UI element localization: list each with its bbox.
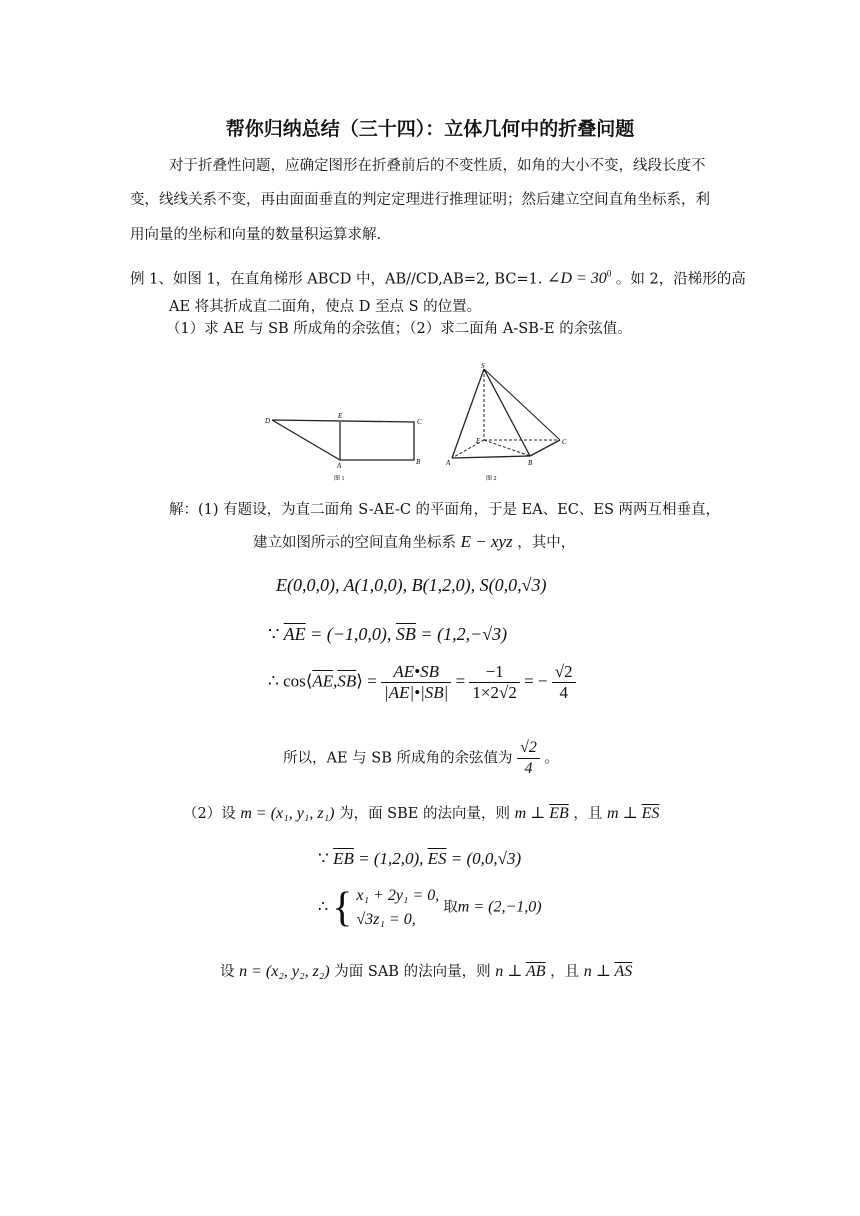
part2-text-a: （2）设 (183, 806, 236, 822)
solution-line-1: 解：(1) 有题设，为直二面角 S-AE-C 的平面角，于是 EA、EC、ES 两两互相垂直， (169, 502, 721, 518)
fig2-caption: 图 2 (486, 476, 497, 482)
vector-es: $\overline{ES}$ (641, 805, 660, 822)
vector-eb-value: = (1,2,0), (353, 849, 424, 868)
conclusion-numerator: √2 (517, 738, 540, 759)
fig2-label-c: C (562, 438, 567, 446)
conclusion-end: 。 (544, 750, 559, 767)
normal-vector-n: n = (x₂, y₂, z₂) (239, 963, 330, 980)
vector-sb-value: = (1,2,−√3) (415, 624, 508, 644)
example-line-3: （1）求 AE 与 SB 所成角的余弦值；（2）求二面角 A-SB-E 的余弦值。 (166, 321, 632, 337)
fraction-2-numerator: −1 (469, 662, 519, 683)
fraction-numeric (469, 662, 519, 703)
example-line-1 (130, 264, 746, 289)
vector-ae-value: = (−1,0,0), (305, 624, 392, 644)
solution-line-2-text-b: ，其中， (517, 535, 576, 551)
fig2-label-a: A (446, 459, 451, 467)
intro-line-2: 变，线线关系不变，再由面面垂直的判定定理进行推理证明；然后建立空间直角坐标系，利 (130, 192, 710, 208)
solution-line-2 (253, 532, 575, 553)
fig1-label-e: E (338, 412, 343, 420)
perp-m-2: m ⊥ (606, 805, 642, 822)
vector-sb: $\overline{SB}$ (395, 624, 416, 644)
fraction-2-denominator: 1×2√2 (472, 683, 517, 702)
normal-vector-m: m = (x₁, y₁, z₁) (240, 805, 335, 822)
cos-vector-ae: $\overline{AE}$ (312, 671, 334, 691)
conclusion-fraction (517, 738, 540, 779)
figure-1-trapezoid (262, 410, 432, 486)
part3-text-a: 设 (220, 964, 235, 980)
fig1-label-d: D (265, 417, 271, 425)
system-eq-2: √3z₁ = 0, (356, 911, 416, 928)
cos-prefix: ∴ cos⟨ (268, 671, 313, 691)
vector-equations-2 (318, 849, 521, 869)
fig1-caption: 图 1 (334, 476, 345, 482)
cos-comma: , (333, 671, 338, 691)
vector-as: $\overline{AS}$ (614, 963, 633, 980)
vector-ae: $\overline{AE}$ (283, 624, 306, 644)
fig1-label-c: C (417, 418, 422, 426)
fraction-dot-product (381, 662, 451, 703)
fraction-1-numerator: AE•SB (381, 662, 451, 683)
point-coordinates: E(0,0,0), A(1,0,0), B(1,2,0), S(0,0,√3) (276, 575, 547, 595)
fig2-label-s: S (481, 362, 485, 370)
fig1-label-b: B (416, 458, 421, 466)
perp-n-as (584, 963, 633, 980)
fraction-result (552, 662, 576, 703)
part3-line (220, 962, 632, 982)
perp-n-2: n ⊥ (583, 963, 615, 980)
fraction-3-denominator: 4 (559, 683, 568, 702)
perp-n-1: n ⊥ (495, 963, 526, 980)
angle-superscript: 0 (606, 269, 612, 279)
angle-value: ∠D = 30 (547, 270, 607, 288)
cosine-computation (268, 662, 576, 703)
perp-m-eb (515, 805, 569, 822)
part3-text-c: ，且 (550, 964, 580, 980)
fraction-1-denominator: |AE|•|SB| (384, 683, 449, 702)
example-text-a: 例 1、如图 1，在直角梯形 ABCD 中，AB//CD,AB=2, BC=1. (130, 271, 543, 288)
coordinate-system: E − xyz (460, 532, 513, 551)
angle-expression (547, 270, 611, 287)
part2-line (183, 804, 659, 824)
equation-system (318, 884, 542, 932)
conclusion-line (283, 738, 559, 779)
therefore-symbol: ∴ (318, 898, 329, 916)
page-title: 帮你归纳总结（三十四）：立体几何中的折叠问题 (225, 118, 635, 140)
chosen-m: m = (2,−1,0) (457, 898, 542, 916)
intro-line-3: 用向量的坐标和向量的数量积运算求解. (130, 227, 382, 243)
cos-suffix: ⟩ = (356, 671, 377, 691)
fraction-3-numerator: √2 (552, 662, 576, 683)
vector-equations-1 (268, 624, 507, 645)
perp-m-1: m ⊥ (514, 805, 550, 822)
solution-line-2-text-a: 建立如图所示的空间直角坐标系 (253, 535, 456, 551)
vector-eb-2: $\overline{EB}$ (333, 849, 354, 868)
system-eq-1: x₁ + 2y₁ = 0, (356, 887, 440, 904)
equals-1: = (455, 671, 466, 691)
because-symbol-2: ∵ (318, 849, 329, 868)
part2-text-b: 为，面 SBE 的法向量，则 (339, 806, 510, 822)
conclusion-text: 所以，AE 与 SB 所成角的余弦值为 (283, 750, 513, 767)
vector-ab: $\overline{AB}$ (525, 963, 546, 980)
fig2-label-e: E (476, 437, 481, 445)
part3-text-b: 为面 SAB 的法向量，则 (334, 964, 491, 980)
system-brace: { (332, 885, 353, 931)
perp-m-es (607, 805, 659, 822)
vector-es-2: $\overline{ES}$ (427, 849, 447, 868)
vector-es-value: = (0,0,√3) (446, 849, 522, 868)
system-equations (356, 884, 439, 932)
fig2-label-b: B (528, 459, 533, 467)
example-line-2: AE 将其折成直二面角，使点 D 至点 S 的位置。 (169, 299, 482, 315)
conclusion-denominator: 4 (524, 760, 533, 777)
take-label: 取 (443, 899, 458, 916)
intro-line-1: 对于折叠性问题，应确定图形在折叠前后的不变性质，如角的大小不变，线段长度不 (169, 158, 706, 174)
perp-n-ab (495, 963, 545, 980)
cos-vector-sb: $\overline{SB}$ (337, 671, 357, 691)
figure-2-folded (444, 362, 574, 486)
fig1-label-a: A (337, 462, 342, 470)
because-symbol: ∵ (268, 624, 280, 644)
part2-text-c: ，且 (573, 806, 603, 822)
example-text-b: 。如 2，沿梯形的高 (615, 271, 746, 288)
equals-2: = − (524, 671, 548, 691)
vector-eb: $\overline{EB}$ (549, 805, 569, 822)
